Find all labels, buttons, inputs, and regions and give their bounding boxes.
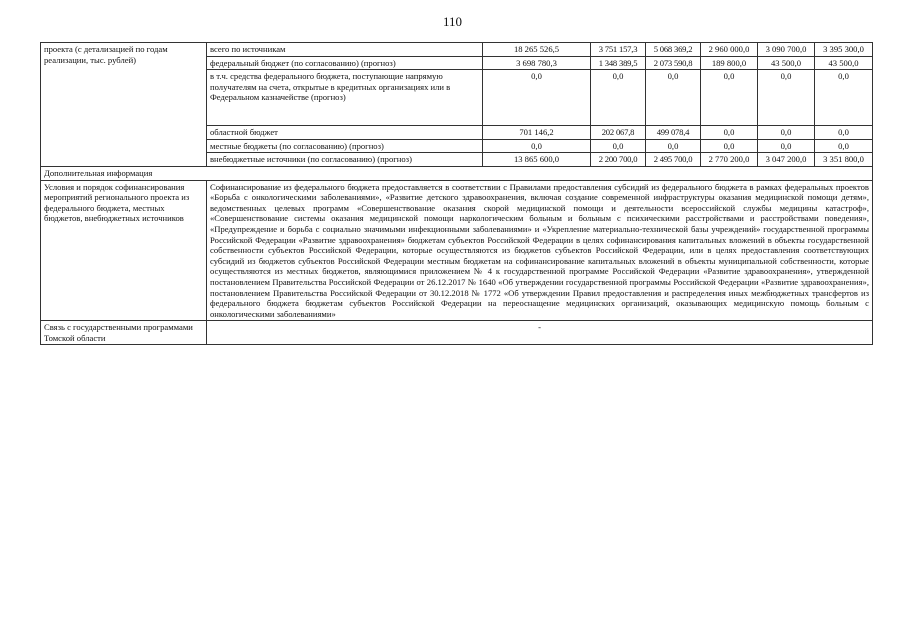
funding-year-value: 0,0	[815, 126, 873, 140]
funding-year-value: 2 770 200,0	[701, 153, 758, 167]
funding-year-value: 0,0	[758, 70, 815, 126]
funding-year-value: 0,0	[815, 139, 873, 153]
funding-year-value: 0,0	[815, 70, 873, 126]
funding-section-label: проекта (с детализацией по годам реализации, тыс. рублей)	[41, 43, 207, 167]
funding-year-value: 43 500,0	[758, 56, 815, 70]
funding-row-total	[41, 43, 873, 57]
funding-total: 0,0	[483, 139, 591, 153]
funding-year-value: 0,0	[701, 70, 758, 126]
conditions-row	[41, 180, 873, 321]
funding-total: 0,0	[483, 70, 591, 126]
funding-year-value: 3 395 300,0	[815, 43, 873, 57]
funding-year-value: 499 078,4	[646, 126, 701, 140]
funding-year-value: 2 495 700,0	[646, 153, 701, 167]
relation-label: Связь с государственными программами Томской области	[41, 321, 207, 345]
funding-total: 3 698 780,3	[483, 56, 591, 70]
funding-year-value: 202 067,8	[591, 126, 646, 140]
funding-year-value: 0,0	[758, 139, 815, 153]
page-number: 110	[442, 14, 463, 29]
funding-source: областной бюджет	[207, 126, 483, 140]
funding-year-value: 3 047 200,0	[758, 153, 815, 167]
funding-year-value: 0,0	[646, 70, 701, 126]
funding-year-value: 43 500,0	[815, 56, 873, 70]
funding-source: местные бюджеты (по согласованию) (прогноз)	[207, 139, 483, 153]
funding-year-value: 0,0	[701, 126, 758, 140]
conditions-label: Условия и порядок софинансирования мероприятий регионального проекта из федерального бюджета, местных бюджетов, внебюджетных источников	[41, 180, 207, 321]
funding-source: внебюджетные источники (по согласованию) (прогноз)	[207, 153, 483, 167]
funding-year-value: 0,0	[591, 70, 646, 126]
funding-year-value: 0,0	[701, 139, 758, 153]
funding-year-value: 3 090 700,0	[758, 43, 815, 57]
funding-year-value: 0,0	[591, 139, 646, 153]
additional-info-title: Дополнительная информация	[41, 166, 873, 180]
funding-source: всего по источникам	[207, 43, 483, 57]
funding-year-value: 189 800,0	[701, 56, 758, 70]
funding-total: 18 265 526,5	[483, 43, 591, 57]
funding-year-value: 0,0	[646, 139, 701, 153]
funding-year-value: 1 348 389,5	[591, 56, 646, 70]
funding-year-value: 2 073 590,8	[646, 56, 701, 70]
funding-year-value: 2 200 700,0	[591, 153, 646, 167]
relation-row	[41, 321, 873, 345]
funding-table	[40, 42, 873, 345]
funding-year-value: 3 351 800,0	[815, 153, 873, 167]
funding-source: федеральный бюджет (по согласованию) (прогноз)	[207, 56, 483, 70]
funding-year-value: 2 960 000,0	[701, 43, 758, 57]
funding-total: 701 146,2	[483, 126, 591, 140]
relation-value: -	[207, 321, 873, 345]
funding-source: в т.ч. средства федерального бюджета, поступающие напрямую получателям на счета, открытые в кредитных организациях или в Федеральном казначействе (прогноз)	[207, 70, 483, 126]
funding-year-value: 0,0	[758, 126, 815, 140]
funding-year-value: 5 068 369,2	[646, 43, 701, 57]
funding-year-value: 3 751 157,3	[591, 43, 646, 57]
conditions-text: Софинансирование из федерального бюджета предоставляется в соответствии с Правилами предоставления субсидий из федерального бюджета в рамках федеральных проектов «Борьба с онкологическими заболеваниями», «Развитие детского здравоохранения, включая создание современной инфраструктуры оказания медицинской помощи детям», ведомственных целевых программ «Совершенствование оказания скорой медицинской помощи и деятельности всероссийской службы медицины катастроф», «Совершенствование системы оказания медицинской помощи наркологическим больным и больным с психическими расстройствами и расстройствами поведения», «Предупреждение и борьба с социально значимыми инфекционными заболеваниями» и «Укрепление материально-технической базы учреждений» государственной программы Российской Федерации «Развитие здравоохранения» бюджетам субъектов Российской Федерации в целях софинансирования капитальных вложений в объекты государственной собственности субъектов Российской Федерации, которые осуществляются из бюджетов субъектов Российской Федерации, или в целях предоставления соответствующих субсидий из бюджетов субъектов Российской Федерации местным бюджетам на софинансирование капитальных вложений в объекты муниципальной собственности, которые осуществляются из местных бюджетов, являющимися приложением № 4 к государственной программе Российской Федерации «Развитие здравоохранения», утвержденной постановлением Правительства Российской Федерации от 26.12.2017 № 1640 «Об утверждении государственной программы Российской Федерации «Развитие здравоохранения», постановлением Правительства Российской Федерации от 30.12.2018 № 1772 «Об утверждении Правил предоставления и распределения иных межбюджетных трансфертов из федерального бюджета бюджетам субъектов Российской Федерации на переоснащение медицинских организаций, оказывающих медицинскую помощь больным с онкологическими заболеваниями»	[207, 180, 873, 321]
additional-info-row	[41, 166, 873, 180]
funding-total: 13 865 600,0	[483, 153, 591, 167]
